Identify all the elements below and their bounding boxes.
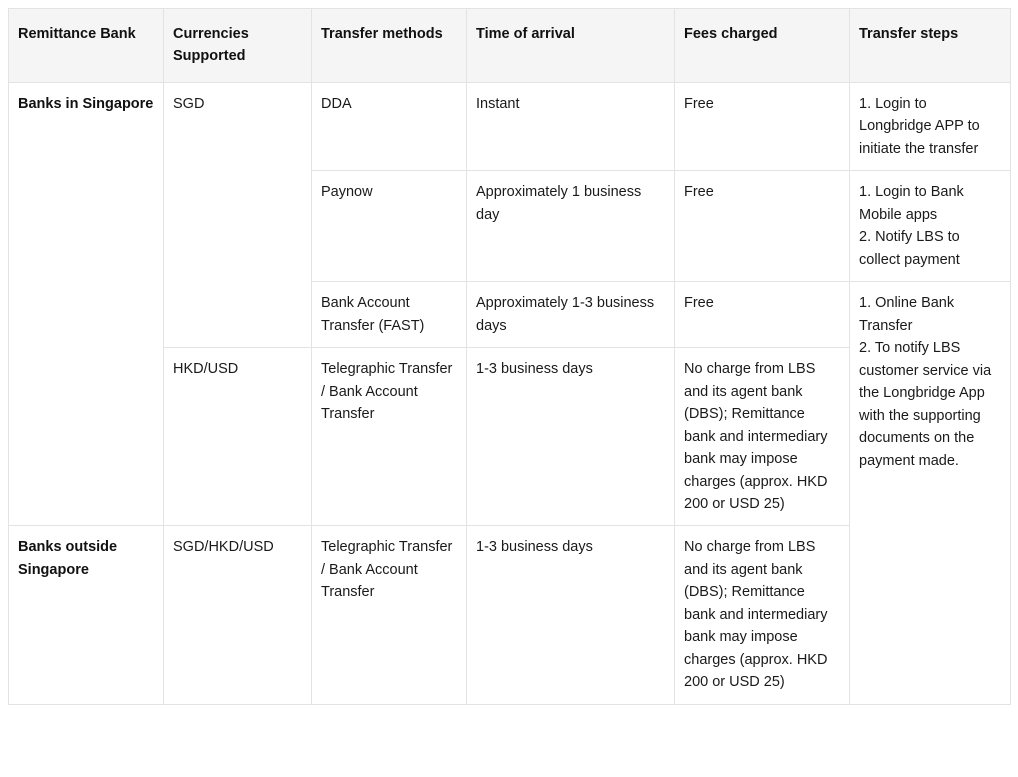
cell-currency-sgd-hkd-usd: SGD/HKD/USD: [164, 526, 312, 704]
cell-steps-dda: 1. Login to Longbridge APP to initiate the transfer: [850, 82, 1011, 170]
column-header-fees-charged: Fees charged: [675, 9, 850, 83]
table-header-row: [9, 9, 1011, 83]
cell-method-telegraphic-outside: Telegraphic Transfer / Bank Account Transfer: [312, 526, 467, 704]
table-row: [9, 82, 1011, 170]
cell-currency-sgd: SGD: [164, 82, 312, 347]
cell-arrival-paynow: Approximately 1 business day: [467, 171, 675, 282]
cell-steps-paynow: [850, 171, 1011, 282]
column-header-currencies-supported: Currencies Supported: [164, 9, 312, 83]
cell-arrival-dda: Instant: [467, 82, 675, 170]
column-header-time-of-arrival: Time of arrival: [467, 9, 675, 83]
cell-method-telegraphic-sg: Telegraphic Transfer / Bank Account Transfer: [312, 348, 467, 526]
remittance-bank-table: [8, 8, 1011, 705]
steps-line-1: 1. Online Bank Transfer: [859, 295, 955, 334]
table-header: [9, 9, 1011, 83]
cell-fees-telegraphic-sg: No charge from LBS and its agent bank (DBS); Remittance bank and intermediary bank may impose charges (approx. HKD 200 or USD 25): [675, 348, 850, 526]
cell-arrival-telegraphic-outside: 1-3 business days: [467, 526, 675, 704]
cell-fees-telegraphic-outside: No charge from LBS and its agent bank (DBS); Remittance bank and intermediary bank may impose charges (approx. HKD 200 or USD 25): [675, 526, 850, 704]
cell-bank-singapore: Banks in Singapore: [9, 82, 164, 526]
column-header-transfer-steps: Transfer steps: [850, 9, 1011, 83]
cell-fees-paynow: Free: [675, 171, 850, 282]
cell-arrival-fast: Approximately 1-3 business days: [467, 282, 675, 348]
cell-currency-hkd-usd: HKD/USD: [164, 348, 312, 526]
column-header-remittance-bank: Remittance Bank: [9, 9, 164, 83]
cell-fees-dda: Free: [675, 82, 850, 170]
cell-method-fast: Bank Account Transfer (FAST): [312, 282, 467, 348]
cell-arrival-telegraphic-sg: 1-3 business days: [467, 348, 675, 526]
cell-steps-telegraphic: [850, 282, 1011, 705]
cell-method-paynow: Paynow: [312, 171, 467, 282]
cell-method-dda: DDA: [312, 82, 467, 170]
column-header-transfer-methods: Transfer methods: [312, 9, 467, 83]
steps-line-1: 1. Login to Bank Mobile apps: [859, 184, 964, 223]
cell-bank-outside-singapore: Banks outside Singapore: [9, 526, 164, 704]
cell-fees-fast: Free: [675, 282, 850, 348]
table-body: [9, 82, 1011, 704]
steps-line-2: 2. Notify LBS to collect payment: [859, 229, 960, 268]
steps-line-2: 2. To notify LBS customer service via the Longbridge App with the supporting documents on the payment made.: [859, 340, 992, 469]
